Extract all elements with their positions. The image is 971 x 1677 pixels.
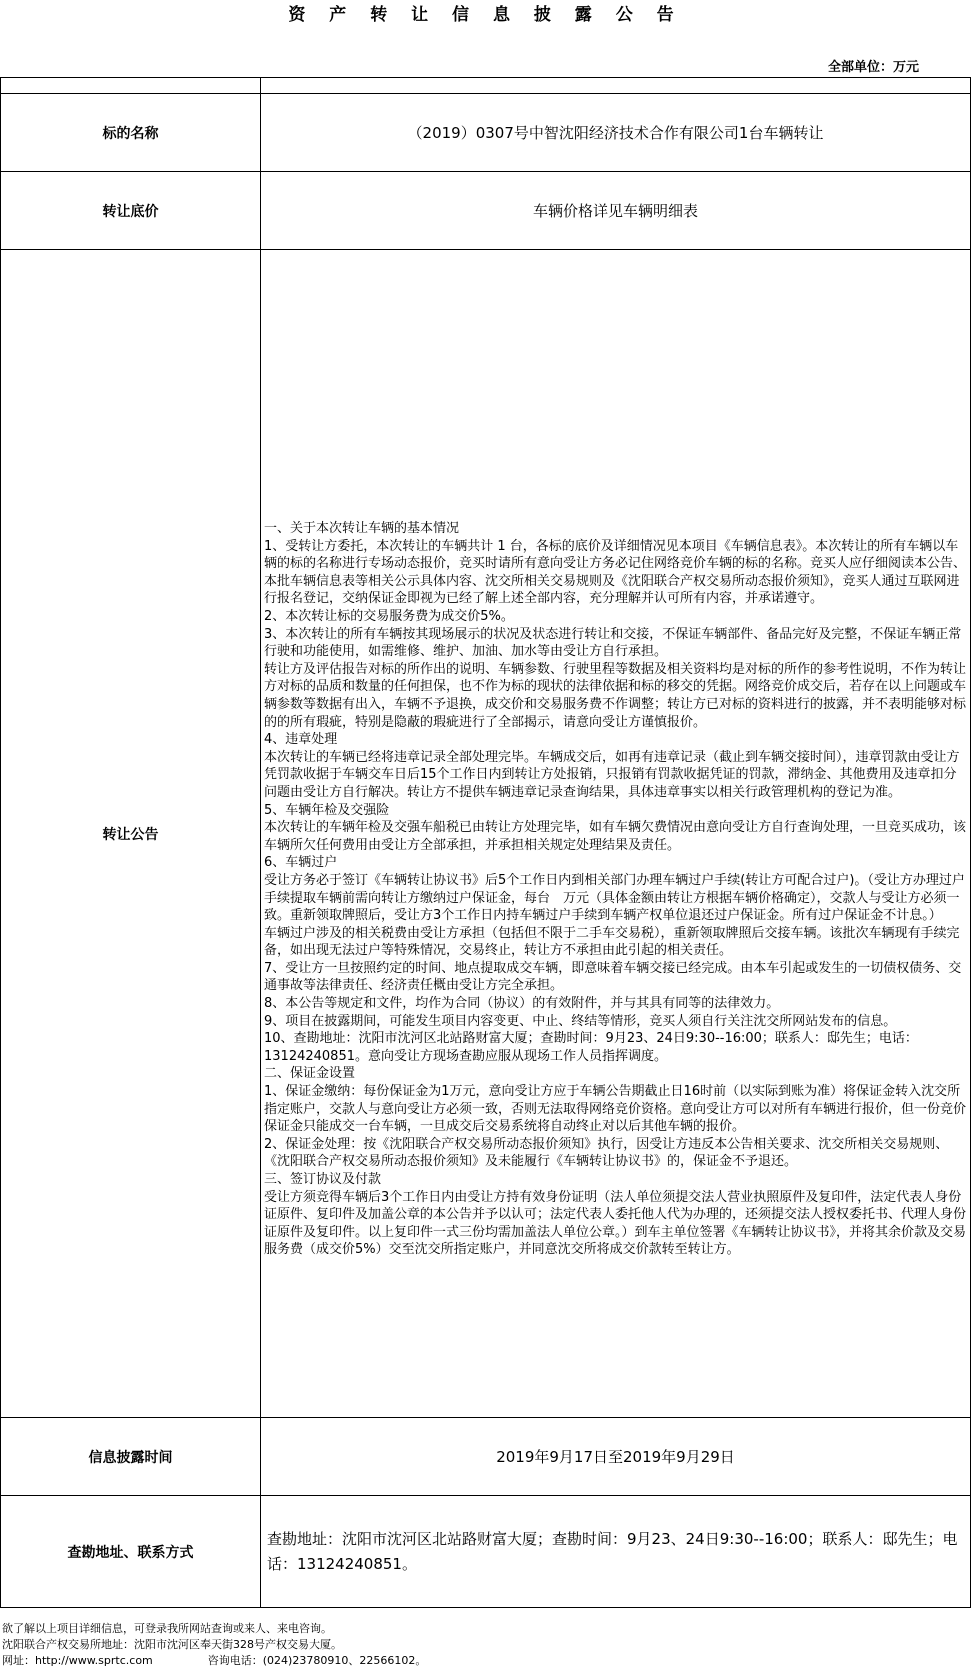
announcement-paragraph: 受让方务必于签订《车辆转让协议书》后5个工作日内到相关部门办理车辆过户手续(转让方可配合过户)。（受让方办理过户手续提取车辆前需向转让方缴纳过户保证金，每台 万元（具体金额由转让方根据车辆价格确定），交款人与受让方必须一致。重新领取牌照后，受让方3个工作日内持车辆过户手续到车辆产权单位退还过户保证金。所有过户保证金不计息。） (264, 872, 965, 924)
footer (2, 1621, 962, 1669)
row-disclosure-time (1, 1418, 971, 1496)
announcement-paragraph: 受让方须竞得车辆后3个工作日内由受让方持有效身份证明（法人单位须提交法人营业执照原件及复印件，法定代表人身份证原件、复印件及加盖公章的本公告并予以认可；法定代表人委托他人代为办理的，还须提交法人授权委托书、代理人身份证原件及复印件。以上复印件一式三份均需加盖法人单位公章。）到车主单位签署《车辆转让协议书》，并将其余价款及交易服务费（成交价5%）交至沈交所指定账户，并同意沈交所将成交价款转至转让方。 (264, 1189, 967, 1258)
announcement-cell (261, 250, 971, 1418)
unit-label: 全部单位：万元 (827, 60, 919, 75)
announcement-paragraph: 本次转让的车辆已经将违章记录全部处理完毕。车辆成交后，如再有违章记录（截止到车辆交接时间），违章罚款由受让方凭罚款收据于车辆交车日后15个工作日内到转让方处报销，只报销有罚款收据凭证的罚款，滞纳金、其他费用及违章扣分问题由受让方自行解决。转让方不提供车辆违章记录查询结果，具体违章事实以相关行政管理机构的登记为准。 (264, 749, 960, 800)
announcement-paragraph: 2、保证金处理：按《沈阳联合产权交易所动态报价须知》执行，因受让方违反本公告相关要求、沈交所相关交易规则、《沈阳联合产权交易所动态报价须知》及未能履行《车辆转让协议书》的，保证金不予退还。 (264, 1136, 949, 1170)
announcement-paragraph: 三、签订协议及付款 (264, 1172, 382, 1187)
subject-name-label: 标的名称 (1, 94, 261, 172)
announcement-paragraph: 3、本次转让的所有车辆按其现场展示的状况及状态进行转让和交接，不保证车辆部件、备品完好及完整，不保证车辆正常行驶和功能使用，如需维修、维护、加油、加水等由受让方自行承担。 (264, 626, 962, 660)
subject-name-value: （2019）0307号中智沈阳经济技术合作有限公司1台车辆转让 (261, 94, 971, 172)
contact-label: 查勘地址、联系方式 (1, 1496, 261, 1608)
announcement-text (261, 408, 970, 1259)
spacer-cell-right (261, 78, 971, 94)
announcement-paragraph: 转让方及评估报告对标的所作出的说明、车辆参数、行驶里程等数据及相关资料均是对标的所作的参考性说明，不作为转让方对标的品质和数量的任何担保，也不作为标的现状的法律依据和标的移交的凭据。网络竞价成交后，若存在以上问题或车辆参数等数据有出入，车辆不予退换，成交价和交易服务费不作调整；转让方已对标的资料进行的披露，并不表明能够对标的的所有瑕疵，特别是隐蔽的瑕疵进行了全部揭示，请意向受让方谨慎报价。 (264, 661, 967, 730)
header-spacer-row (1, 78, 971, 94)
reserve-price-label: 转让底价 (1, 172, 261, 250)
row-subject-name (1, 94, 971, 172)
announcement-paragraph: 6、车辆过户 (264, 855, 338, 871)
announcement-paragraph: 2、本次转让标的交易服务费为成交价5%。 (264, 609, 514, 624)
announcement-paragraph: 1、保证金缴纳：每份保证金为1万元，意向受让方应于车辆公告期截止日16时前（以实际到账为准）将保证金转入沈交所指定账户，交款人与意向受让方必须一致，否则无法取得网络竞价资格。意向受让方可以对所有车辆进行报价，但一份竞价保证金只能成交一台车辆，一旦成交后交易系统将自动终止对以后其他车辆的报价。 (264, 1084, 967, 1135)
announcement-paragraph: 5、车辆年检及交强险 (264, 802, 390, 818)
footer-contact-line: 网址：http://www.sprtc.com 咨询电话：(024)23780910、22566102。 (2, 1654, 427, 1667)
announcement-paragraph: 7、受让方一旦按照约定的时间、地点提取成交车辆，即意味着车辆交接已经完成。由本车引起或发生的一切债权债务、交通事故等法律责任、经济责任概由受让方完全承担。 (264, 960, 962, 994)
row-announcement (1, 250, 971, 1418)
footer-info-line: 欲了解以上项目详细信息，可登录我所网站查询或来人、来电咨询。 (2, 1622, 332, 1635)
row-contact (1, 1496, 971, 1608)
disclosure-time-value: 2019年9月17日至2019年9月29日 (261, 1418, 971, 1496)
announcement-label: 转让公告 (1, 250, 261, 1418)
spacer-cell-left (1, 78, 261, 94)
page-title: 资 产 转 让 信 息 披 露 公 告 (288, 5, 683, 25)
row-reserve-price (1, 172, 971, 250)
announcement-paragraph: 10、查勘地址：沈阳市沈河区北站路财富大厦；查勘时间：9月23、24日9:30--16:00；联系人：邸先生；电话： 13124240851。意向受让方现场查勘应服从现场工作人员指挥调度。 (264, 1031, 918, 1064)
disclosure-time-label: 信息披露时间 (1, 1418, 261, 1496)
info-table (0, 77, 971, 1608)
footer-address-line: 沈阳联合产权交易所地址：沈阳市沈河区奉天街328号产权交易大厦。 (2, 1638, 342, 1651)
announcement-paragraph: 8、本公告等规定和文件，均作为合同（协议）的有效附件，并与其具有同等的法律效力。 (264, 996, 780, 1012)
announcement-paragraph: 车辆过户涉及的相关税费由受让方承担（包括但不限于二手车交易税），重新领取牌照后交接车辆。该批次车辆现有手续完备，如出现无法过户等特殊情况，交易终止，转让方不承担由此引起的相关责任。 (264, 925, 960, 959)
announcement-paragraph: 9、项目在披露期间，可能发生项目内容变更、中止、终结等情形，竞买人须自行关注沈交所网站发布的信息。 (264, 1013, 897, 1029)
contact-value: 查勘地址：沈阳市沈河区北站路财富大厦；查勘时间：9月23、24日9:30--16:00；联系人：邸先生；电话：13124240851。 (267, 1529, 958, 1573)
announcement-paragraph: 本次转让的车辆年检及交强车船税已由转让方处理完毕，如有车辆欠费情况由意向受让方自行查询处理，一旦竞买成功，该车辆所欠任何费用由受让方全部承担，并承担相关规定处理结果及责任。 (264, 820, 967, 853)
announcement-paragraph: 4、违章处理 (264, 732, 338, 748)
announcement-paragraph: 一、关于本次转让车辆的基本情况 (264, 521, 460, 537)
reserve-price-value: 车辆价格详见车辆明细表 (261, 172, 971, 250)
announcement-paragraph: 1、受转让方委托，本次转让的车辆共计 1 台，各标的底价及详细情况见本项目《车辆信息表》。本次转让的所有车辆以车辆的标的名称进行专场动态报价，竞买时请所有意向受让方务必记住网络竞价车辆的标的名称。竞买人应仔细阅读本公告、本批车辆信息表等相关公示具体内容、沈交所相关交易规则及《沈阳联合产权交易所动态报价须知》，竞买人通过互联网进行报名登记，交纳保证金即视为已经了解上述全部内容，充分理解并认可所有内容，并承诺遵守。 (264, 538, 967, 607)
contact-cell (261, 1496, 971, 1608)
announcement-paragraph: 二、保证金设置 (264, 1066, 356, 1082)
